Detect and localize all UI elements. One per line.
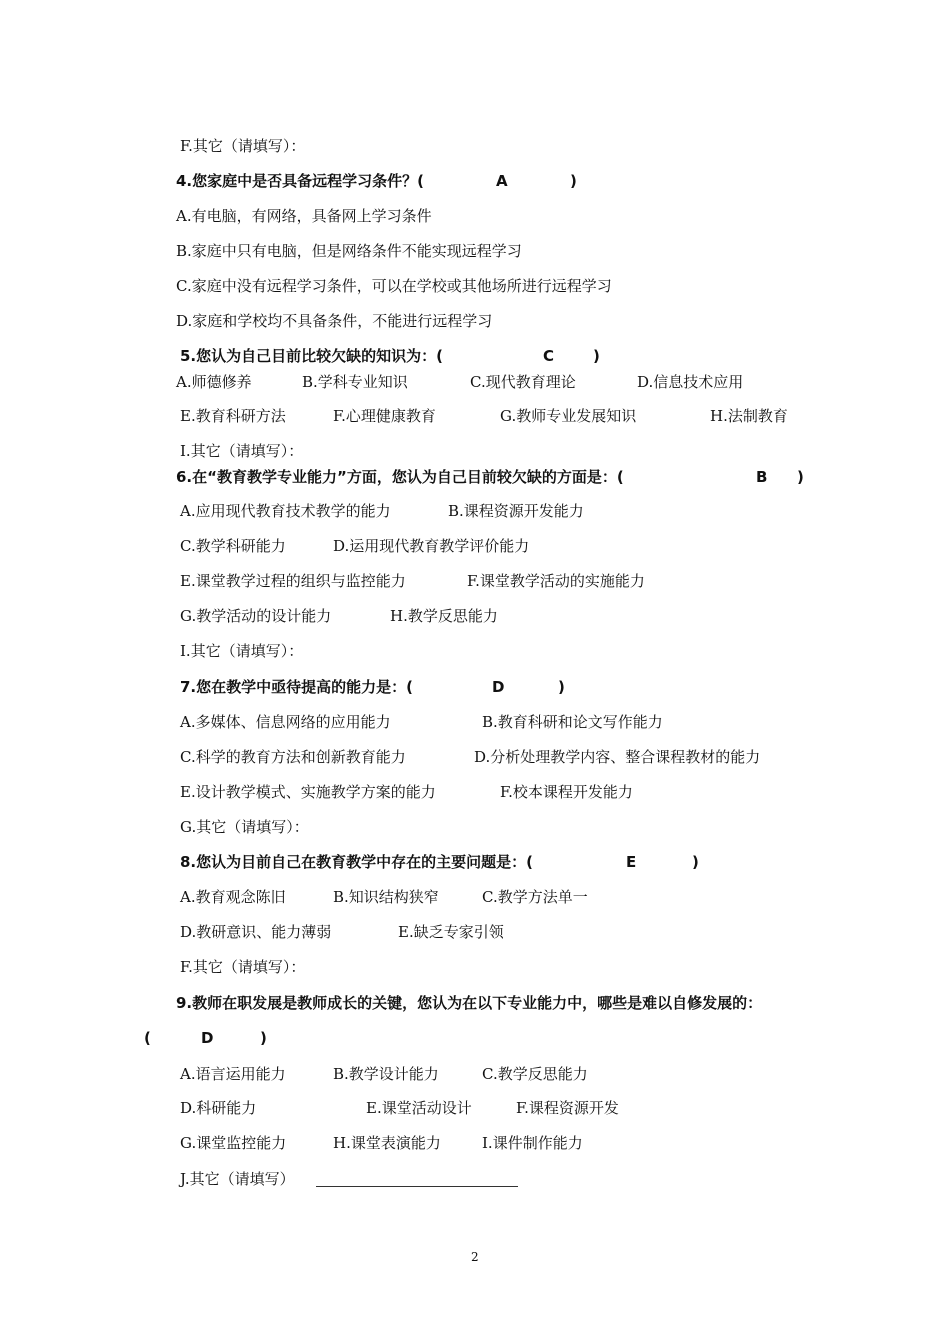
q8-close-paren: ): [692, 853, 699, 871]
q9-option-a: A.语言运用能力: [180, 1065, 286, 1083]
q7-option-g: G.其它（请填写）：: [180, 818, 309, 836]
q6-option-f: F.课堂教学活动的实施能力: [467, 572, 645, 590]
q4-option-a: A.有电脑，有网络，具备网上学习条件: [176, 207, 432, 225]
q4-answer: A: [496, 172, 508, 190]
page-number: 2: [471, 1250, 479, 1264]
q9-fill-in-blank[interactable]: [316, 1186, 518, 1187]
q9-close-paren: ): [260, 1029, 267, 1047]
q7-answer: D: [492, 678, 505, 696]
q6-option-e: E.课堂教学过程的组织与监控能力: [180, 572, 406, 590]
q5-option-f: F.心理健康教育: [333, 407, 436, 425]
q6-option-d: D.运用现代教育教学评价能力: [333, 537, 530, 555]
q5-option-a: A.师德修养: [176, 373, 252, 391]
q5-question: 5.您认为自己目前比较欠缺的知识为：(: [180, 347, 443, 365]
q7-question: 7.您在教学中亟待提高的能力是：(: [180, 678, 413, 696]
q8-option-e: E.缺乏专家引领: [398, 923, 504, 941]
q4-option-d: D.家庭和学校均不具备条件，不能进行远程学习: [176, 312, 493, 330]
q9-option-c: C.教学反思能力: [482, 1065, 588, 1083]
q4-close-paren: ): [570, 172, 577, 190]
q9-option-g: G.课堂监控能力: [180, 1134, 287, 1152]
q5-close-paren: ): [593, 347, 600, 365]
q6-close-paren: ): [797, 468, 804, 486]
q8-answer: E: [626, 853, 637, 871]
q6-option-c: C.教学科研能力: [180, 537, 286, 555]
q5-option-g: G.教师专业发展知识: [500, 407, 637, 425]
q8-option-c: C.教学方法单一: [482, 888, 588, 906]
q6-option-h: H.教学反思能力: [390, 607, 498, 625]
q6-option-a: A.应用现代教育技术教学的能力: [180, 502, 391, 520]
q9-option-b: B.教学设计能力: [333, 1065, 439, 1083]
q6-option-b: B.课程资源开发能力: [448, 502, 584, 520]
q7-option-d: D.分析处理教学内容、整合课程教材的能力: [474, 748, 761, 766]
q4-option-b: B.家庭中只有电脑，但是网络条件不能实现远程学习: [176, 242, 522, 260]
q8-option-b: B.知识结构狭窄: [333, 888, 439, 906]
q7-option-e: E.设计教学模式、实施教学方案的能力: [180, 783, 436, 801]
q3-option-other: F.其它（请填写）：: [180, 137, 306, 155]
q9-option-d: D.科研能力: [180, 1099, 257, 1117]
q4-option-c: C.家庭中没有远程学习条件，可以在学校或其他场所进行远程学习: [176, 277, 612, 295]
q9-question: 9.教师在职发展是教师成长的关键，您认为在以下专业能力中，哪些是难以自修发展的：: [176, 994, 763, 1012]
q8-option-a: A.教育观念陈旧: [180, 888, 286, 906]
q5-answer: C: [543, 347, 555, 365]
q9-option-i: I.课件制作能力: [482, 1134, 583, 1152]
q9-answer: D: [201, 1029, 214, 1047]
q7-close-paren: ): [558, 678, 565, 696]
q7-option-f: F.校本课程开发能力: [500, 783, 633, 801]
q5-option-e: E.教育科研方法: [180, 407, 286, 425]
q9-option-j: J.其它（请填写）: [180, 1170, 295, 1188]
q6-option-i: I.其它（请填写）：: [180, 642, 304, 660]
q8-question: 8.您认为目前自己在教育教学中存在的主要问题是：(: [180, 853, 533, 871]
q9-open-paren: (: [144, 1029, 151, 1047]
q9-option-h: H.课堂表演能力: [333, 1134, 441, 1152]
q9-option-e: E.课堂活动设计: [366, 1099, 472, 1117]
q5-option-d: D.信息技术应用: [637, 373, 744, 391]
q9-option-f: F.课程资源开发: [516, 1099, 619, 1117]
q6-option-g: G.教学活动的设计能力: [180, 607, 332, 625]
q5-option-c: C.现代教育理论: [470, 373, 576, 391]
q6-answer: B: [756, 468, 768, 486]
q8-option-d: D.教研意识、能力薄弱: [180, 923, 332, 941]
q4-question: 4.您家庭中是否具备远程学习条件？(: [176, 172, 424, 190]
q6-question: 6.在“教育教学专业能力”方面，您认为自己目前较欠缺的方面是：(: [176, 468, 624, 486]
q8-option-f: F.其它（请填写）：: [180, 958, 306, 976]
q7-option-c: C.科学的教育方法和创新教育能力: [180, 748, 406, 766]
q7-option-a: A.多媒体、信息网络的应用能力: [180, 713, 391, 731]
q5-option-b: B.学科专业知识: [302, 373, 408, 391]
q5-option-h: H.法制教育: [710, 407, 788, 425]
q5-option-i: I.其它（请填写）：: [180, 442, 304, 460]
q7-option-b: B.教育科研和论文写作能力: [482, 713, 663, 731]
